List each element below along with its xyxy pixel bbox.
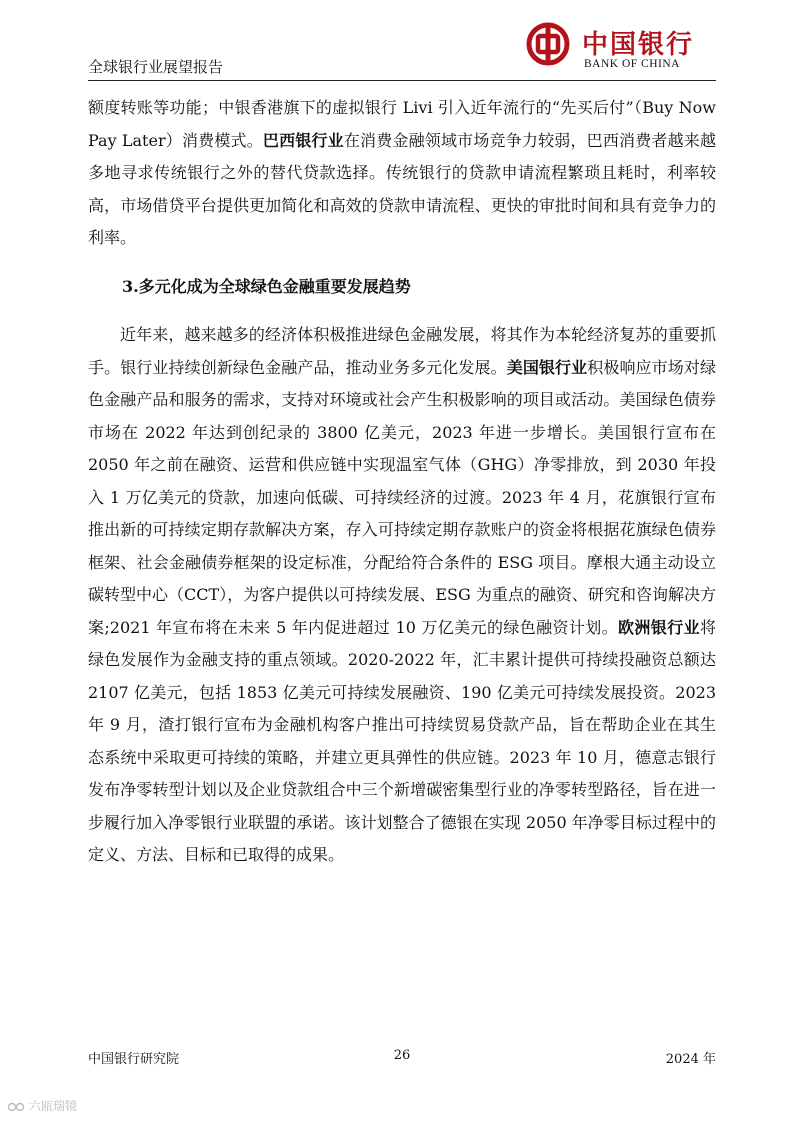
text-run: 积极响应市场对绿色金融产品和服务的需求，支持对环境或社会产生积极影响的项目或活动。美国绿色债券市场在 2022 年达到创纪录的 3800 亿美元，2023 年进一步增长。美国银行宣布在 2050 年之前在融资、运营和供应链中实现温室气体（GHG）净零排放，到 2030 年投入 1 万亿美元的贷款，加速向低碳、可持续经济的过渡。2023 年 4 月，花旗银行宣布推出新的可持续定期存款解决方案，存入可持续定期存款账户的资金将根据花旗绿色债券框架、社会金融债券框架的设定标准，分配给符合条件的 ESG 项目。摩根大通主动设立碳转型中心（CCT），为客户提供以可持续发展、ESG 为重点的融资、研究和咨询解决方案;2021 年宣布将在未来 5 年内促进超过 10 万亿美元的绿色融资计划。 bbox=[88, 357, 716, 637]
section-heading: 3.多元化成为全球绿色金融重要发展趋势 bbox=[122, 276, 411, 296]
text-run: 额度转账等功能；中银香港旗下的虚拟银行 Livi 引入近年流行的“先买后付”（Buy Now Pay Later）消费模式。 bbox=[88, 98, 716, 150]
bank-of-china-logo-icon bbox=[526, 22, 570, 66]
bold-term-brazil-banking: 巴西银行业 bbox=[262, 130, 344, 150]
watermark bbox=[8, 1097, 77, 1114]
watermark-text: 六瓯瑞镜 bbox=[29, 1099, 78, 1113]
page-number: 26 bbox=[393, 1048, 411, 1063]
paragraph-green-finance bbox=[88, 319, 716, 872]
bold-term-europe-banking: 欧洲银行业 bbox=[618, 617, 700, 637]
text-run: 近年来，越来越多的经济体积极推进绿色金融发展，将其作为本轮经济复苏的重要抓手。银行业持续创新绿色金融产品，推动业务多元化发展。 bbox=[88, 325, 716, 377]
bank-logo bbox=[526, 20, 716, 76]
report-body bbox=[88, 92, 716, 872]
watermark-logo-icon bbox=[8, 1102, 26, 1112]
footer-organization: 中国银行研究院 bbox=[88, 1052, 180, 1067]
page-footer bbox=[88, 1048, 716, 1068]
header-title: 全球银行业展望报告 bbox=[88, 58, 224, 76]
text-run: 在消费金融领域市场竞争力较弱，巴西消费者越来越多地寻求传统银行之外的替代贷款选择。传统银行的贷款申请流程繁琐且耗时，利率较高，市场借贷平台提供更加简化和高效的贷款申请流程、更快的审批时间和具有竞争力的利率。 bbox=[88, 130, 716, 247]
paragraph-consumer-finance bbox=[88, 92, 716, 255]
bold-term-us-banking: 美国银行业 bbox=[506, 357, 588, 377]
page-header bbox=[88, 18, 716, 81]
footer-year: 2024 年 bbox=[665, 1052, 716, 1067]
logo-chinese-name: 中国银行 bbox=[582, 30, 695, 60]
logo-english-name: BANK OF CHINA bbox=[584, 58, 680, 70]
text-run: 将绿色发展作为金融支持的重点领域。2020-2022 年，汇丰累计提供可持续投融资总额达 2107 亿美元，包括 1853 亿美元可持续发展融资、190 亿美元可持续发展投资。2023 年 9 月，渣打银行宣布为金融机构客户推出可持续贸易贷款产品，旨在帮助企业在其生态系统中采取更可持续的策略，并建立更具弹性的供应链。2023 年 10 月，德意志银行发布净零转型计划以及企业贷款组合中三个新增碳密集型行业的净零转型路径，旨在进一步履行加入净零银行业联盟的承诺。该计划整合了德银在实现 2050 年净零目标过程中的定义、方法、目标和已取得的成果。 bbox=[88, 617, 716, 864]
